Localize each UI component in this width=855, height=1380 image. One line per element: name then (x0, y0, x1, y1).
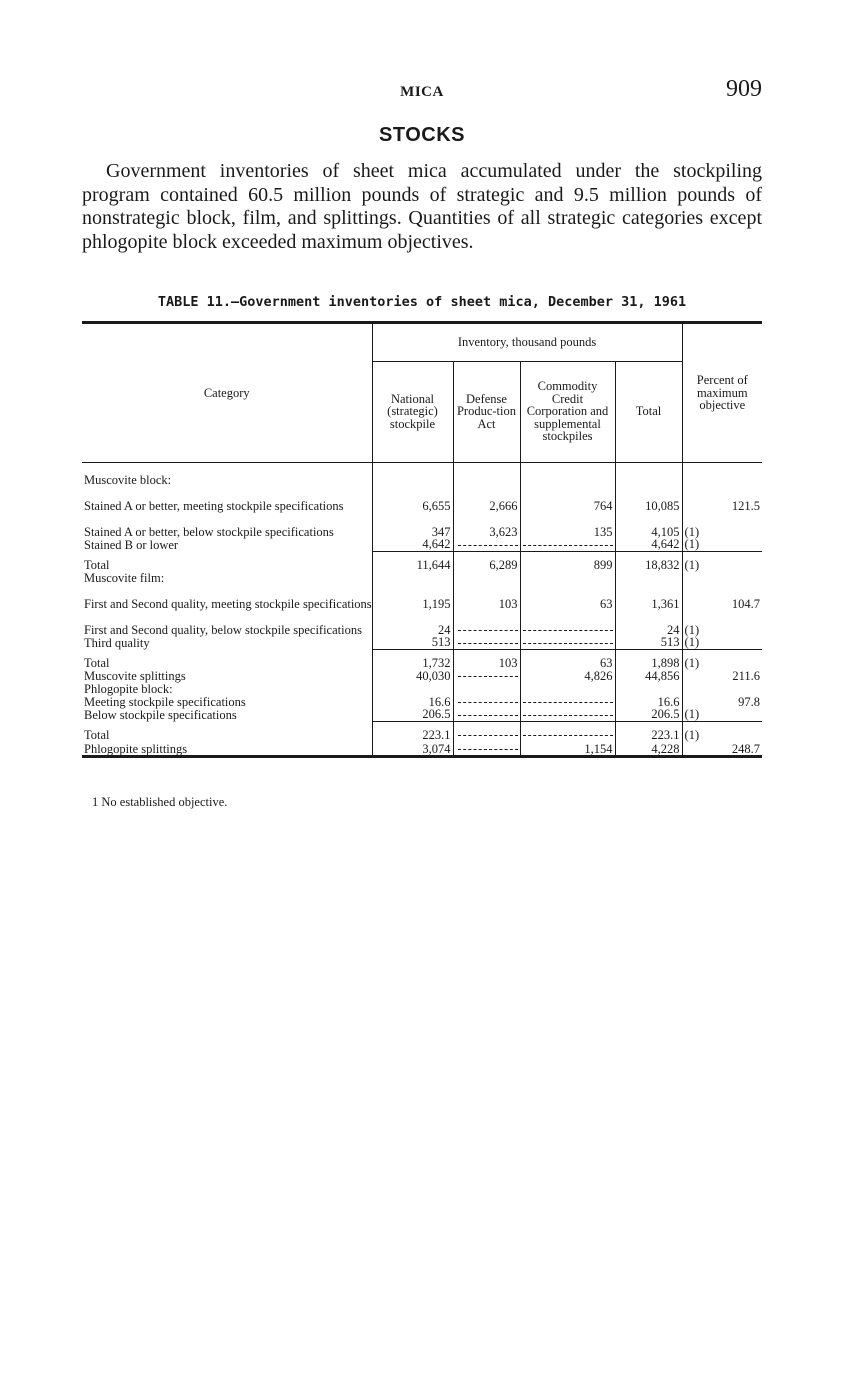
cell-total: 4,228 (615, 741, 682, 755)
page-number: 909 (726, 76, 762, 102)
cell-defense (453, 682, 520, 695)
cell-commodity (520, 636, 615, 649)
cell-defense (453, 721, 520, 741)
cell-percent: 248.7 (682, 741, 762, 755)
row-label: Muscovite block: (84, 472, 172, 487)
cell-total (615, 462, 682, 486)
empty-cell-leader (458, 735, 518, 736)
cell-commodity: 1,154 (520, 741, 615, 755)
empty-cell-leader (523, 630, 613, 631)
row-label: Stained A or better, below stockpile specifications (84, 524, 334, 539)
cell-national: 3,074 (372, 741, 453, 755)
cell-commodity: 4,826 (520, 669, 615, 682)
row-label: Third quality (84, 635, 150, 650)
cell-national: 347 (372, 512, 453, 538)
row-label: Muscovite film: (84, 570, 165, 585)
empty-cell-leader (523, 545, 613, 546)
cell-defense (453, 538, 520, 551)
cell-percent-footnote-ref: (1) (682, 551, 762, 571)
empty-cell-leader (458, 749, 518, 750)
cell-commodity: 63 (520, 584, 615, 610)
table-body (82, 462, 762, 755)
table-row (82, 462, 762, 486)
cell-percent: 211.6 (682, 669, 762, 682)
intro-paragraph: Government inventories of sheet mica accumulated under the stockpiling program contained 60.5 million pounds of strategic and 9.5 million pounds of nonstrategic block, film, and splittings. Quantities of all strategic categories except phlogopite block exceeded maximum objectives. (82, 160, 762, 253)
empty-cell-leader (458, 545, 518, 546)
row-label: Total (84, 557, 110, 572)
cell-defense (453, 669, 520, 682)
cell-national (372, 462, 453, 486)
row-label: Muscovite splittings (84, 668, 186, 683)
row-label: Stained B or lower (84, 537, 179, 552)
cell-percent: 97.8 (682, 695, 762, 708)
row-label: Meeting stockpile specifications (84, 694, 246, 709)
cell-commodity: 63 (520, 649, 615, 669)
cell-percent-footnote-ref: (1) (682, 649, 762, 669)
cell-defense (453, 695, 520, 708)
cell-percent (682, 571, 762, 584)
cell-national: 40,030 (372, 669, 453, 682)
cell-national: 4,642 (372, 538, 453, 551)
cell-commodity (520, 462, 615, 486)
cell-total (615, 571, 682, 584)
table-title: TABLE 11.—Government inventories of sheet mica, December 31, 1961 (157, 294, 687, 310)
cell-national (372, 571, 453, 584)
table-row (82, 636, 762, 649)
cell-total: 4,642 (615, 538, 682, 551)
cell-total: 24 (615, 610, 682, 636)
table-row (82, 708, 762, 721)
cell-national: 24 (372, 610, 453, 636)
empty-cell-leader (523, 735, 613, 736)
cell-percent-footnote-ref: (1) (682, 636, 762, 649)
table-row (82, 571, 762, 584)
row-label: First and Second quality, meeting stockpile specifications (84, 596, 372, 611)
cell-commodity: 764 (520, 486, 615, 512)
empty-cell-leader (523, 702, 613, 703)
table-row (82, 610, 762, 636)
running-head-title: MICA (400, 84, 444, 100)
footnote: 1 No established objective. (92, 795, 228, 809)
cell-percent-footnote-ref: (1) (682, 708, 762, 721)
cell-commodity (520, 682, 615, 695)
cell-defense (453, 636, 520, 649)
cell-total: 223.1 (615, 721, 682, 741)
cell-national (372, 682, 453, 695)
cell-total: 18,832 (615, 551, 682, 571)
inventory-table (82, 324, 762, 755)
row-label: Phlogopite splittings (84, 741, 188, 756)
cell-defense (453, 571, 520, 584)
table-row (82, 682, 762, 695)
cell-defense: 103 (453, 649, 520, 669)
cell-percent-footnote-ref: (1) (682, 610, 762, 636)
empty-cell-leader (523, 643, 613, 644)
cell-defense: 6,289 (453, 551, 520, 571)
cell-national: 1,195 (372, 584, 453, 610)
table-row (82, 721, 762, 741)
cell-percent (682, 682, 762, 695)
cell-defense (453, 741, 520, 755)
cell-national: 223.1 (372, 721, 453, 741)
table-row (82, 512, 762, 538)
running-head (82, 76, 762, 110)
cell-national: 11,644 (372, 551, 453, 571)
cell-total: 1,898 (615, 649, 682, 669)
cell-commodity (520, 538, 615, 551)
cell-national: 206.5 (372, 708, 453, 721)
cell-percent-footnote-ref: (1) (682, 512, 762, 538)
table-row (82, 584, 762, 610)
cell-commodity (520, 695, 615, 708)
header-category: Category (82, 324, 372, 462)
cell-total: 513 (615, 636, 682, 649)
row-label: Phlogopite block: (84, 681, 173, 696)
cell-percent: 121.5 (682, 486, 762, 512)
row-label: Stained A or better, meeting stockpile specifications (84, 498, 344, 513)
cell-commodity: 135 (520, 512, 615, 538)
table-row (82, 538, 762, 551)
cell-defense: 2,666 (453, 486, 520, 512)
cell-defense (453, 462, 520, 486)
section-heading: STOCKS (379, 124, 465, 146)
header-inventory-group: Inventory, thousand pounds (372, 324, 682, 361)
cell-commodity (520, 721, 615, 741)
row-label: Total (84, 655, 110, 670)
cell-percent (682, 462, 762, 486)
cell-percent-footnote-ref: (1) (682, 721, 762, 741)
cell-commodity (520, 571, 615, 584)
empty-cell-leader (458, 630, 518, 631)
row-label: Total (84, 727, 110, 742)
cell-commodity: 899 (520, 551, 615, 571)
table-row (82, 649, 762, 669)
cell-commodity (520, 610, 615, 636)
cell-total (615, 682, 682, 695)
cell-percent: 104.7 (682, 584, 762, 610)
cell-total: 16.6 (615, 695, 682, 708)
cell-defense: 103 (453, 584, 520, 610)
cell-total: 4,105 (615, 512, 682, 538)
cell-total: 44,856 (615, 669, 682, 682)
header-national: National (strategic) stockpile (372, 361, 453, 462)
table-row (82, 486, 762, 512)
table-row (82, 741, 762, 755)
cell-defense (453, 610, 520, 636)
header-total: Total (615, 361, 682, 462)
cell-percent-footnote-ref: (1) (682, 538, 762, 551)
row-label: First and Second quality, below stockpile specifications (84, 622, 362, 637)
empty-cell-leader (458, 715, 518, 716)
empty-cell-leader (458, 643, 518, 644)
cell-total: 1,361 (615, 584, 682, 610)
header-commodity: Commodity Credit Corporation and supplemental stockpiles (520, 361, 615, 462)
cell-defense: 3,623 (453, 512, 520, 538)
empty-cell-leader (458, 676, 518, 677)
cell-national: 16.6 (372, 695, 453, 708)
cell-national: 1,732 (372, 649, 453, 669)
header-defense: Defense Produc-tion Act (453, 361, 520, 462)
cell-national: 513 (372, 636, 453, 649)
cell-commodity (520, 708, 615, 721)
table-row (82, 669, 762, 682)
table-row (82, 551, 762, 571)
header-percent: Percent of maximum objective (682, 324, 762, 462)
cell-total: 10,085 (615, 486, 682, 512)
cell-total: 206.5 (615, 708, 682, 721)
table-bottom-rule (82, 755, 762, 758)
cell-national: 6,655 (372, 486, 453, 512)
cell-defense (453, 708, 520, 721)
empty-cell-leader (458, 702, 518, 703)
row-label: Below stockpile specifications (84, 707, 237, 722)
empty-cell-leader (523, 715, 613, 716)
